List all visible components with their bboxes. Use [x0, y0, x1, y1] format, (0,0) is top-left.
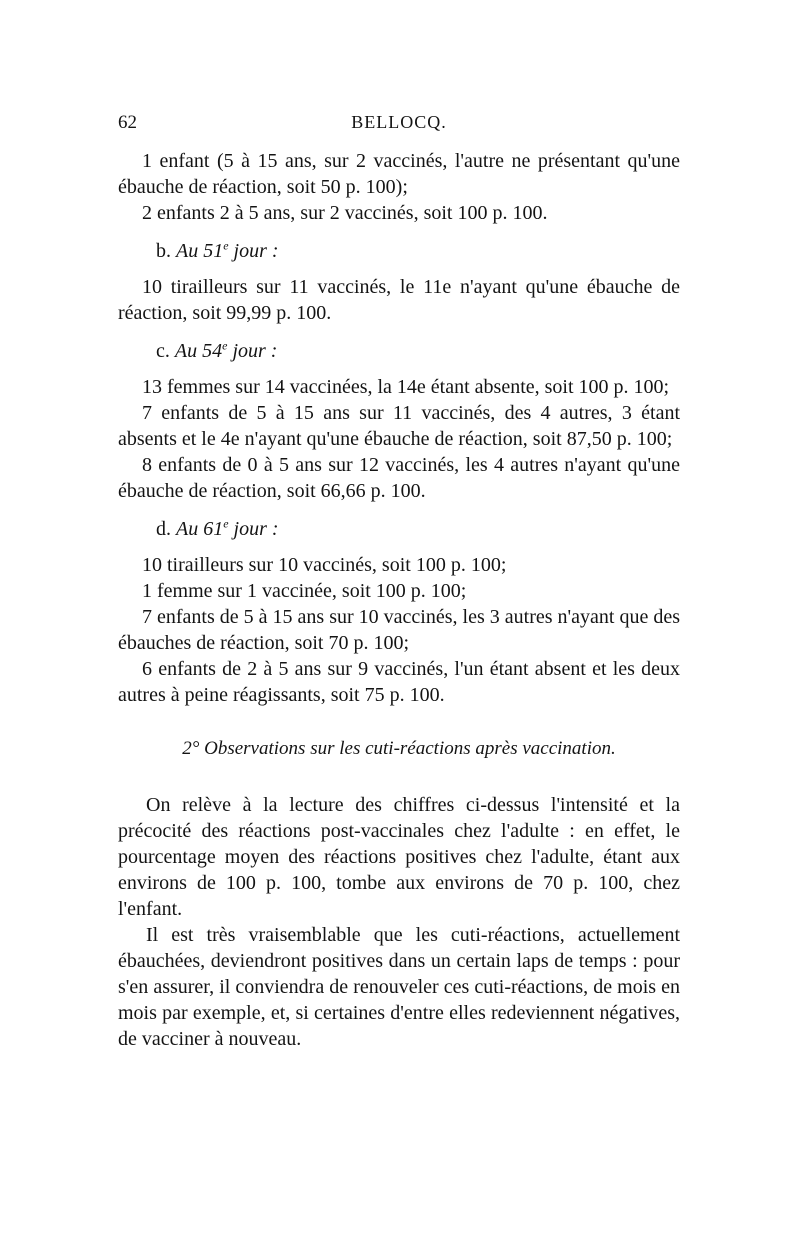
subheading-d-title: Au 61e jour :: [176, 516, 279, 540]
document-page: [118, 112, 680, 1052]
paragraph-d-3: 7 enfants de 5 à 15 ans sur 10 vaccinés, les 3 autres n'ayant que des ébauches de réaction, soit 70 p. 100;: [118, 606, 680, 654]
subheading-c-letter: c.: [156, 340, 170, 362]
paragraph-b-1: 10 tirailleurs sur 11 vaccinés, le 11e n'ayant qu'une ébauche de réaction, soit 99,99 p. 100.: [118, 276, 680, 324]
paragraph-d-4: 6 enfants de 2 à 5 ans sur 9 vaccinés, l'un étant absent et les deux autres à peine réagissants, soit 75 p. 100.: [118, 658, 680, 706]
page-number: 62: [118, 112, 137, 133]
subheading-c: [118, 338, 680, 364]
subheading-c-title: Au 54e jour :: [174, 338, 278, 362]
paragraph-closing-1: On relève à la lecture des chiffres ci-dessus l'intensité et la précocité des réactions post-vaccinales chez l'adulte : en effet, le pourcentage moyen des réactions positives chez l'adulte, étant aux environs de 100 p. 100, tombe aux environs de 70 p. 100, chez l'enfant.: [118, 794, 680, 920]
paragraph-closing-2: Il est très vraisemblable que les cuti-réactions, actuellement ébauchées, deviendront positives dans un certain laps de temps : pour s'en assurer, il conviendra de renouveler ces cuti-réactions, de mois en mois par exemple, et, si certaines d'entre elles redeviennent négatives, de vacciner à nouveau.: [118, 924, 680, 1050]
subheading-b-letter: b.: [156, 240, 171, 262]
paragraph-c-2: 7 enfants de 5 à 15 ans sur 11 vaccinés, des 4 autres, 3 étant absents et le 4e n'ayant qu'une ébauche de réaction, soit 87,50 p. 100;: [118, 402, 680, 450]
running-title: BELLOCQ.: [351, 112, 447, 132]
subheading-d: [118, 516, 680, 542]
paragraph-d-1: 10 tirailleurs sur 10 vaccinés, soit 100 p. 100;: [142, 554, 507, 576]
subheading-d-letter: d.: [156, 518, 171, 540]
page-body: [118, 148, 680, 1052]
subheading-b: [118, 238, 680, 264]
section-heading-observations: 2° Observations sur les cuti-réactions après vaccination.: [182, 738, 616, 759]
paragraph-c-3: 8 enfants de 0 à 5 ans sur 12 vaccinés, les 4 autres n'ayant qu'une ébauche de réaction, soit 66,66 p. 100.: [118, 454, 680, 502]
page-header: [118, 112, 680, 148]
paragraph-d-2: 1 femme sur 1 vaccinée, soit 100 p. 100;: [142, 580, 467, 602]
subheading-b-title: Au 51e jour :: [176, 238, 279, 262]
paragraph-c-1: 13 femmes sur 14 vaccinées, la 14e étant absente, soit 100 p. 100;: [142, 376, 670, 398]
paragraph-top-1: 1 enfant (5 à 15 ans, sur 2 vaccinés, l'autre ne présentant qu'une ébauche de réaction, soit 50 p. 100);: [118, 150, 680, 198]
paragraph-top-2: 2 enfants 2 à 5 ans, sur 2 vaccinés, soit 100 p. 100.: [142, 202, 548, 224]
